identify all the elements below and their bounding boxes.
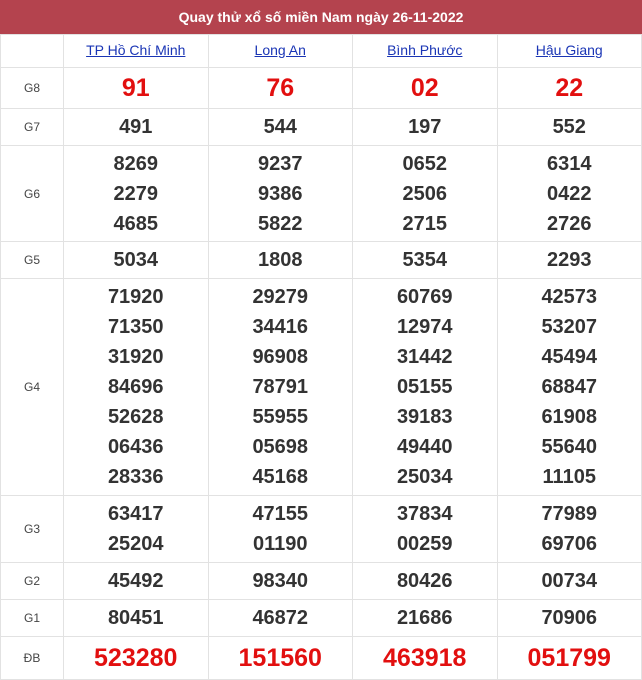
province-cell: [64, 35, 209, 68]
prize-row-g3: [1, 496, 642, 563]
result-cell: [208, 279, 353, 496]
result-number: 051799: [527, 644, 611, 672]
result-number: 22: [555, 74, 584, 102]
result-cell: [64, 146, 209, 242]
result-cell: [497, 242, 642, 279]
result-number: 01190: [252, 533, 308, 555]
result-cell: [208, 563, 353, 600]
result-number: 06436: [107, 436, 164, 458]
result-number: 69706: [541, 533, 598, 555]
result-number: 29279: [252, 286, 309, 308]
prize-row-g8: [1, 68, 642, 109]
corner-cell: [1, 35, 64, 68]
result-cell: [497, 496, 642, 563]
result-number: 2293: [547, 249, 592, 271]
result-cell: [353, 279, 498, 496]
result-number: 61908: [541, 406, 598, 428]
result-cell: [64, 279, 209, 496]
result-cell: [64, 496, 209, 563]
prize-row-g4: [1, 279, 642, 496]
province-cell: [208, 35, 353, 68]
prize-label: G7: [1, 109, 64, 146]
result-number: 46872: [252, 607, 309, 629]
prize-row-g1: [1, 600, 642, 637]
result-number: 84696: [107, 376, 164, 398]
result-cell: [64, 563, 209, 600]
result-number: 00259: [396, 533, 453, 555]
result-cell: [64, 637, 209, 680]
result-number: 49440: [396, 436, 453, 458]
result-number: 91: [121, 74, 150, 102]
result-number: 5034: [113, 249, 158, 271]
result-cell: [497, 600, 642, 637]
results-title: Quay thử xổ số miền Nam ngày 26-11-2022: [0, 0, 642, 34]
result-number: 544: [263, 116, 297, 138]
prize-label: ĐB: [1, 637, 64, 680]
result-number: 98340: [252, 570, 309, 592]
result-number: 0422: [547, 182, 592, 205]
result-cell: [353, 242, 498, 279]
result-number: 2726: [547, 212, 592, 235]
result-number: 2715: [402, 212, 447, 235]
prize-label: G5: [1, 242, 64, 279]
result-number: 523280: [94, 644, 178, 672]
result-number: 31920: [107, 346, 164, 368]
result-number: 491: [119, 116, 153, 138]
result-cell: [497, 109, 642, 146]
result-cell: [497, 563, 642, 600]
result-number: 25204: [107, 533, 164, 555]
result-number: 55640: [541, 436, 598, 458]
prize-label: G4: [1, 279, 64, 496]
province-cell: [353, 35, 498, 68]
result-number: 151560: [238, 644, 322, 672]
result-cell: [208, 637, 353, 680]
result-number: 21686: [396, 607, 453, 629]
lottery-results-table: [0, 34, 642, 680]
province-cell: [497, 35, 642, 68]
result-cell: [353, 68, 498, 109]
prize-row-g7: [1, 109, 642, 146]
province-link-hcm[interactable]: TP Hồ Chí Minh: [86, 42, 186, 58]
result-number: 63417: [107, 503, 164, 525]
result-number: 31442: [396, 346, 453, 368]
result-number: 1808: [258, 249, 303, 271]
result-number: 45168: [252, 466, 309, 488]
result-cell: [353, 109, 498, 146]
result-number: 78791: [252, 376, 309, 398]
result-number: 9386: [258, 182, 303, 205]
result-cell: [208, 496, 353, 563]
result-cell: [353, 637, 498, 680]
result-number: 96908: [252, 346, 309, 368]
result-cell: [208, 146, 353, 242]
result-number: 8269: [113, 152, 158, 175]
result-number: 197: [408, 116, 442, 138]
prize-row-g5: [1, 242, 642, 279]
result-cell: [64, 242, 209, 279]
result-number: 60769: [396, 286, 453, 308]
prize-label: G2: [1, 563, 64, 600]
result-number: 55955: [252, 406, 309, 428]
result-number: 0652: [402, 152, 447, 175]
result-cell: [64, 109, 209, 146]
prize-row-g2: [1, 563, 642, 600]
result-number: 34416: [252, 316, 309, 338]
result-number: 6314: [547, 152, 592, 175]
result-number: 71920: [107, 286, 164, 308]
result-number: 2279: [113, 182, 158, 205]
province-link-hau-giang[interactable]: Hậu Giang: [535, 42, 603, 58]
result-number: 463918: [383, 644, 467, 672]
result-number: 68847: [541, 376, 598, 398]
result-number: 02: [410, 74, 439, 102]
result-number: 76: [266, 74, 295, 102]
province-header-row: [1, 35, 642, 68]
result-number: 2506: [402, 182, 447, 205]
prize-label: G1: [1, 600, 64, 637]
result-number: 39183: [396, 406, 453, 428]
result-number: 80426: [396, 570, 453, 592]
result-number: 9237: [258, 152, 303, 175]
result-number: 42573: [541, 286, 598, 308]
result-number: 71350: [107, 316, 164, 338]
prize-row-special: [1, 637, 642, 680]
result-number: 28336: [107, 466, 164, 488]
result-cell: [208, 242, 353, 279]
result-number: 4685: [113, 212, 158, 235]
result-cell: [353, 146, 498, 242]
result-cell: [353, 563, 498, 600]
result-number: 00734: [541, 570, 598, 592]
result-number: 80451: [107, 607, 164, 629]
result-number: 53207: [541, 316, 598, 338]
prize-label: G8: [1, 68, 64, 109]
result-number: 12974: [396, 316, 453, 338]
result-number: 5354: [402, 249, 447, 271]
result-number: 05698: [252, 436, 309, 458]
province-link-binh-phuoc[interactable]: Bình Phước: [387, 42, 463, 58]
result-number: 552: [552, 116, 586, 138]
result-cell: [64, 68, 209, 109]
result-cell: [208, 68, 353, 109]
result-number: 05155: [396, 376, 453, 398]
prize-label: G3: [1, 496, 64, 563]
result-cell: [353, 496, 498, 563]
result-cell: [353, 600, 498, 637]
result-cell: [64, 600, 209, 637]
result-number: 70906: [541, 607, 598, 629]
result-number: 52628: [107, 406, 164, 428]
result-cell: [497, 146, 642, 242]
result-cell: [497, 279, 642, 496]
result-cell: [208, 109, 353, 146]
result-number: 47155: [252, 503, 309, 525]
result-cell: [497, 637, 642, 680]
result-number: 37834: [396, 503, 453, 525]
result-number: 77989: [541, 503, 598, 525]
result-number: 45492: [107, 570, 164, 592]
result-number: 25034: [396, 466, 453, 488]
province-link-long-an[interactable]: Long An: [254, 42, 306, 58]
result-number: 45494: [541, 346, 598, 368]
prize-row-g6: [1, 146, 642, 242]
result-cell: [208, 600, 353, 637]
result-number: 11105: [542, 466, 596, 488]
prize-label: G6: [1, 146, 64, 242]
result-cell: [497, 68, 642, 109]
result-number: 5822: [258, 212, 303, 235]
